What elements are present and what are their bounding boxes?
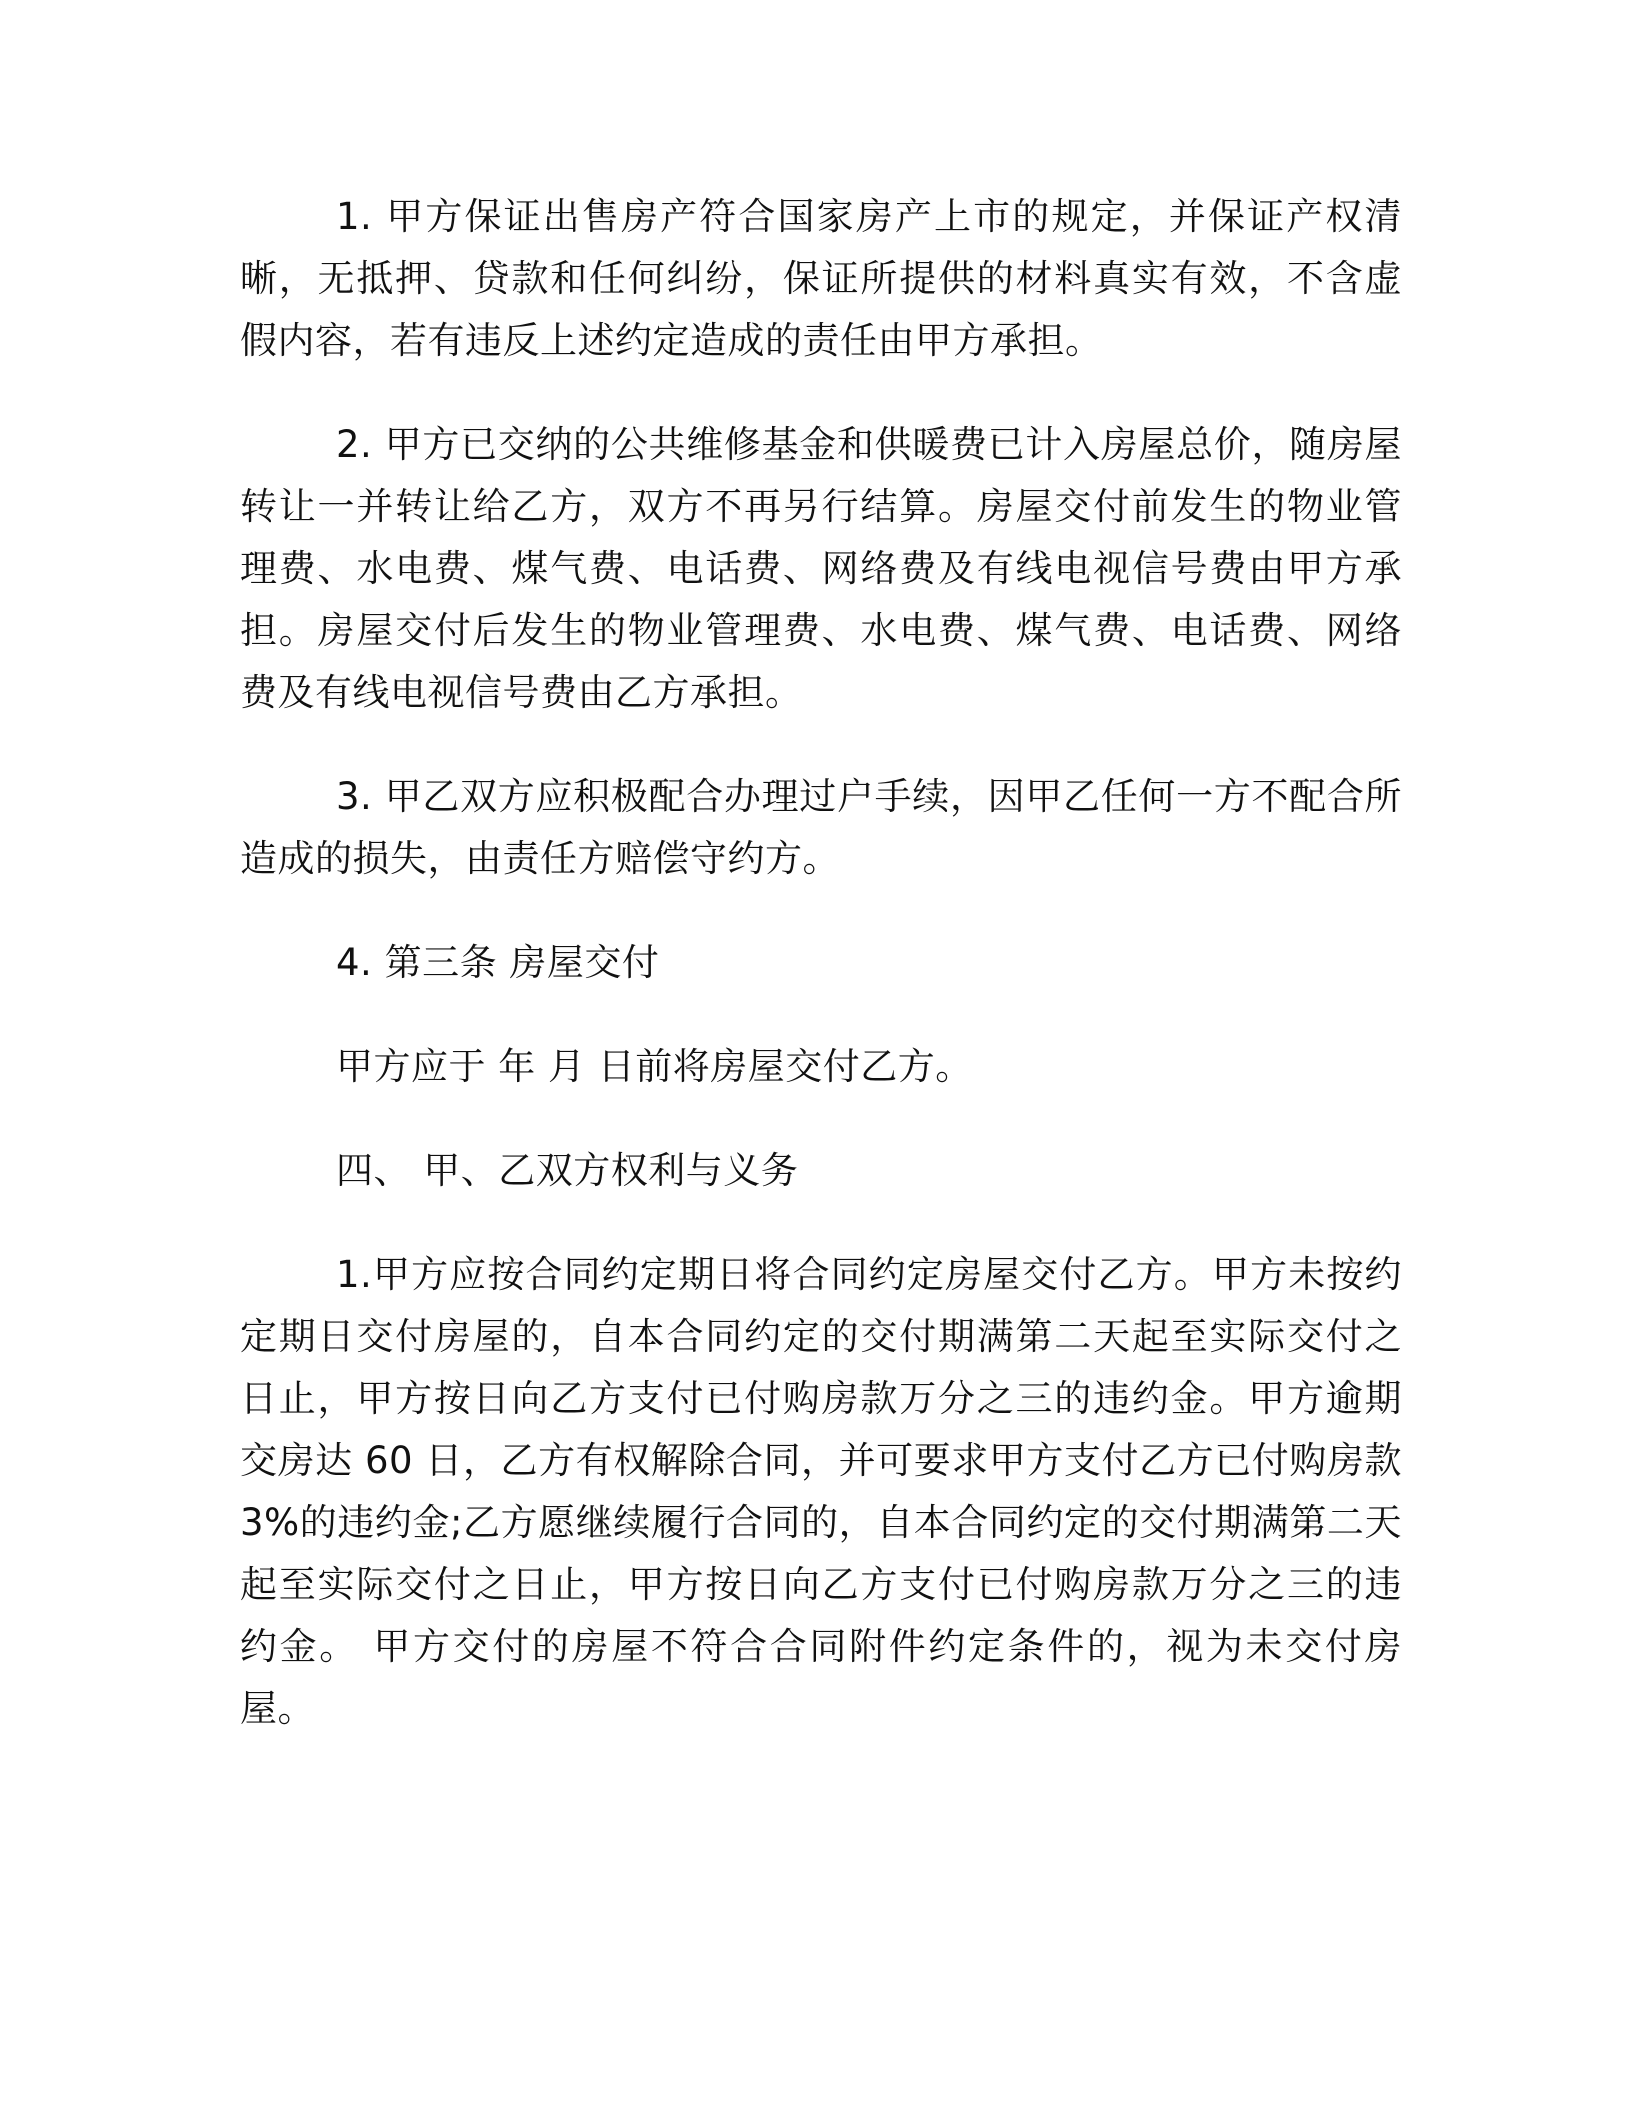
section-heading-house-delivery: 4. 第三条 房屋交付 — [336, 941, 660, 984]
document-body — [240, 186, 1402, 1782]
paragraph-3: 3. 甲乙双方应积极配合办理过户手续，因甲乙任何一方不配合所造成的损失，由责任方赔偿守约方。 — [240, 775, 1402, 880]
delivery-date-clause: 甲方应于 年 月 日前将房屋交付乙方。 — [336, 1045, 973, 1088]
paragraph-1: 1. 甲方保证出售房产符合国家房产上市的规定，并保证产权清晰，无抵押、贷款和任何纠纷，保证所提供的材料真实有效，不含虚假内容，若有违反上述约定造成的责任由甲方承担。 — [240, 195, 1402, 362]
paragraph-2: 2. 甲方已交纳的公共维修基金和供暖费已计入房屋总价，随房屋转让一并转让给乙方，双方不再另行结算。房屋交付前发生的物业管理费、水电费、煤气费、电话费、网络费及有线电视信号费由甲方承担。房屋交付后发生的物业管理费、水电费、煤气费、电话费、网络费及有线电视信号费由乙方承担。 — [240, 423, 1402, 714]
section-heading-rights-obligations: 四、 甲、乙双方权利与义务 — [336, 1149, 799, 1192]
paragraph-rights-1: 1.甲方应按合同约定期日将合同约定房屋交付乙方。甲方未按约定期日交付房屋的，自本合同约定的交付期满第二天起至实际交付之日止，甲方按日向乙方支付已付购房款万分之三的违约金。甲方逾期交房达 60 日，乙方有权解除合同，并可要求甲方支付乙方已付购房款 3%的违约金;乙方愿继续履行合同的，自本合同约定的交付期满第二天起至实际交付之日止，甲方按日向乙方支付已付购房款万分之三的违约金。 甲方交付的房屋不符合合同附件约定条件的，视为未交付房屋。 — [240, 1253, 1402, 1730]
